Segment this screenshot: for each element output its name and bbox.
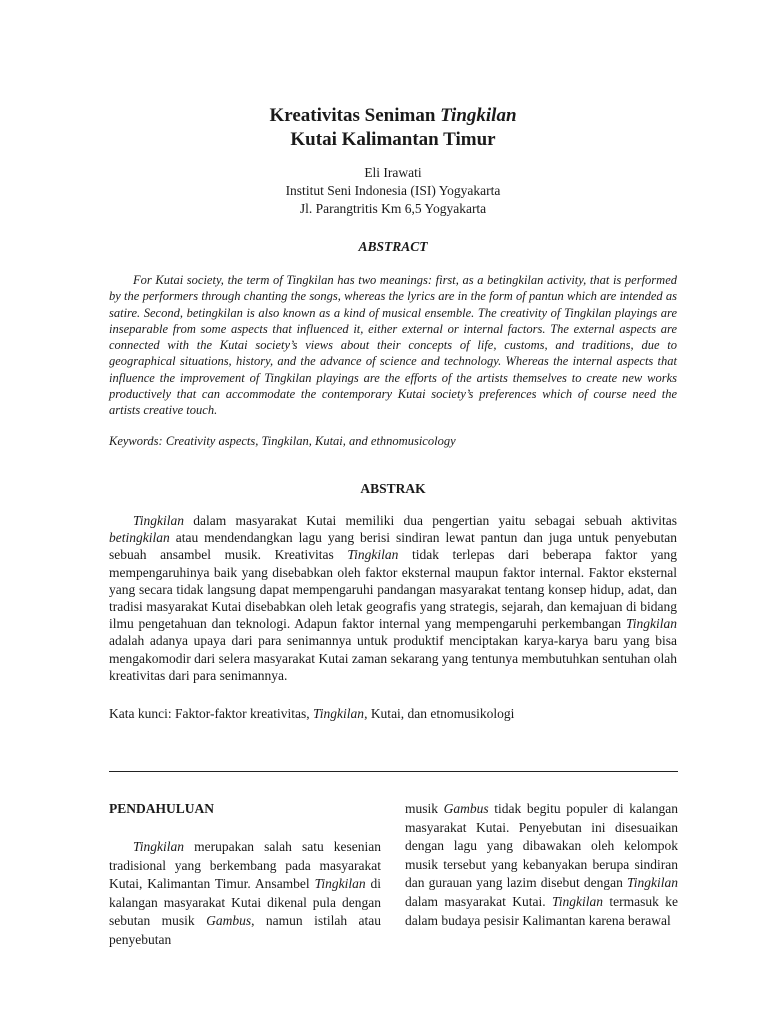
title-italic-term: Tingkilan — [440, 105, 517, 126]
right-segment-4: termasuk ke dalam budaya pesisir Kalimantan karena berawal — [405, 893, 678, 928]
abstract-keywords: Keywords: Creativity aspects, Tingkilan, Kutai, and ethnomusicology — [109, 434, 456, 448]
right-segment-2: tidak begitu populer di kalangan masyarakat Kutai. Penyebutan ini disesuaikan dengan lagu yang dibawakan oleh kelompok musik tersebut yang kebanyakan berupa sindiran dan gurauan yang lazim disebut dengan — [405, 801, 678, 891]
article-title — [0, 104, 768, 152]
right-term-3: Tingkilan — [551, 893, 603, 909]
abstrak-kw-segment-1: Kata kunci: Faktor-faktor kreativitas, — [109, 706, 314, 721]
left-term-2: Tingkilan — [314, 876, 366, 892]
abstrak-heading: ABSTRAK — [360, 481, 426, 496]
abstrak-keywords — [109, 706, 677, 722]
body-column-left — [109, 800, 381, 950]
abstrak-segment-3: tidak terlepas dari beberapa faktor yang mempengaruhinya baik yang disebabkan oleh faktor eksternal maupun faktor internal. Faktor eksternal yang secara tidak langsung dapat mempengaruhi pandangan masyarakat tentang konsep hidup, adat, dan tradisi masyarakat Kutai disebabkan oleh letak geografis yang strategis, sejarah, dan kemajuan di bidang ilmu pengetahuan dan teknologi. Adapun faktor internal yang mempengaruhi perkembangan — [109, 547, 678, 632]
body-column-right — [405, 800, 678, 930]
left-segment-3: , namun istilah atau penyebutan — [109, 913, 381, 947]
abstrak-term-4: Tingkilan — [625, 616, 677, 632]
abstrak-kw-segment-2: , Kutai, dan etnomusikologi — [364, 706, 515, 721]
section-heading: PENDAHULUAN — [109, 801, 215, 816]
author-address: Jl. Parangtritis Km 6,5 Yogyakarta — [299, 201, 487, 216]
abstrak-segment-1: dalam masyarakat Kutai memiliki dua pengertian yaitu sebagai sebuah aktivitas — [184, 513, 677, 528]
abstrak-term-3: Tingkilan — [347, 547, 399, 563]
abstrak-segment-4: adalah adanya upaya dari para senimannya untuk produktif menciptakan karya-karya baru yang bisa mengakomodir dari selera masyarakat Kutai zaman sekarang yang tentunya membutuhkan sentuhan olah kreativitas dari para senimannya. — [109, 633, 677, 683]
author-name: Eli Irawati — [364, 165, 422, 180]
right-segment-3: dalam masyarakat Kutai. — [405, 893, 552, 909]
right-column-paragraph — [405, 800, 678, 930]
abstrak-kw-term: Tingkilan — [313, 706, 365, 721]
abstrak-term-2: betingkilan — [109, 530, 170, 546]
right-term-2: Tingkilan — [626, 875, 678, 891]
abstrak-text — [109, 512, 677, 684]
title-line-1 — [0, 104, 768, 128]
left-segment-2: di kalangan masyarakat Kutai dikenal pula dengan sebutan musik — [109, 876, 381, 929]
abstract-heading: ABSTRACT — [358, 239, 428, 254]
left-column-paragraph — [109, 838, 381, 950]
left-term-1: Tingkilan — [133, 839, 185, 854]
title-prefix: Kreativitas Seniman — [269, 105, 441, 126]
left-term-3: Gambus — [206, 913, 252, 929]
abstract-text: For Kutai society, the term of Tingkilan has two meanings: first, as a betingkilan activity, that is performed by the performers through chanting the songs, whereas the lyrics are in the form of pantun which are intended as satire. Second, betingkilan is also known as a kind of musical ensemble. The creativity of Tingkilan playings are inseparable from some aspects that influenced it, either external or internal factors. The external aspects are connected with the Kutai society’s views about their concepts of life, customs, and traditions, due to geographical situations, history, and the advance of science and technology. Whereas the internal aspects that influence the improvement of Tingkilan playings are the efforts of the artists themselves to create new works productively that can accommodate the contemporary Kutai society’s preferences which of course need the artists creative touch. — [109, 273, 677, 418]
section-divider — [109, 771, 678, 772]
title-line-2: Kutai Kalimantan Timur — [290, 129, 496, 150]
abstrak-term-1: Tingkilan — [133, 513, 185, 528]
author-block — [0, 164, 768, 218]
right-term-1: Gambus — [443, 801, 489, 816]
author-institution: Institut Seni Indonesia (ISI) Yogyakarta — [285, 183, 501, 198]
left-segment-1: merupakan salah satu kesenian tradisional yang berkembang pada masyarakat Kutai, Kalimantan Timur. Ansambel — [109, 839, 381, 892]
abstrak-segment-2: atau mendendangkan lagu yang berisi sindiran lewat pantun dan juga untuk penyebutan sebuah ansambel musik. Kreativitas — [109, 530, 677, 563]
right-segment-1: musik — [405, 801, 444, 816]
